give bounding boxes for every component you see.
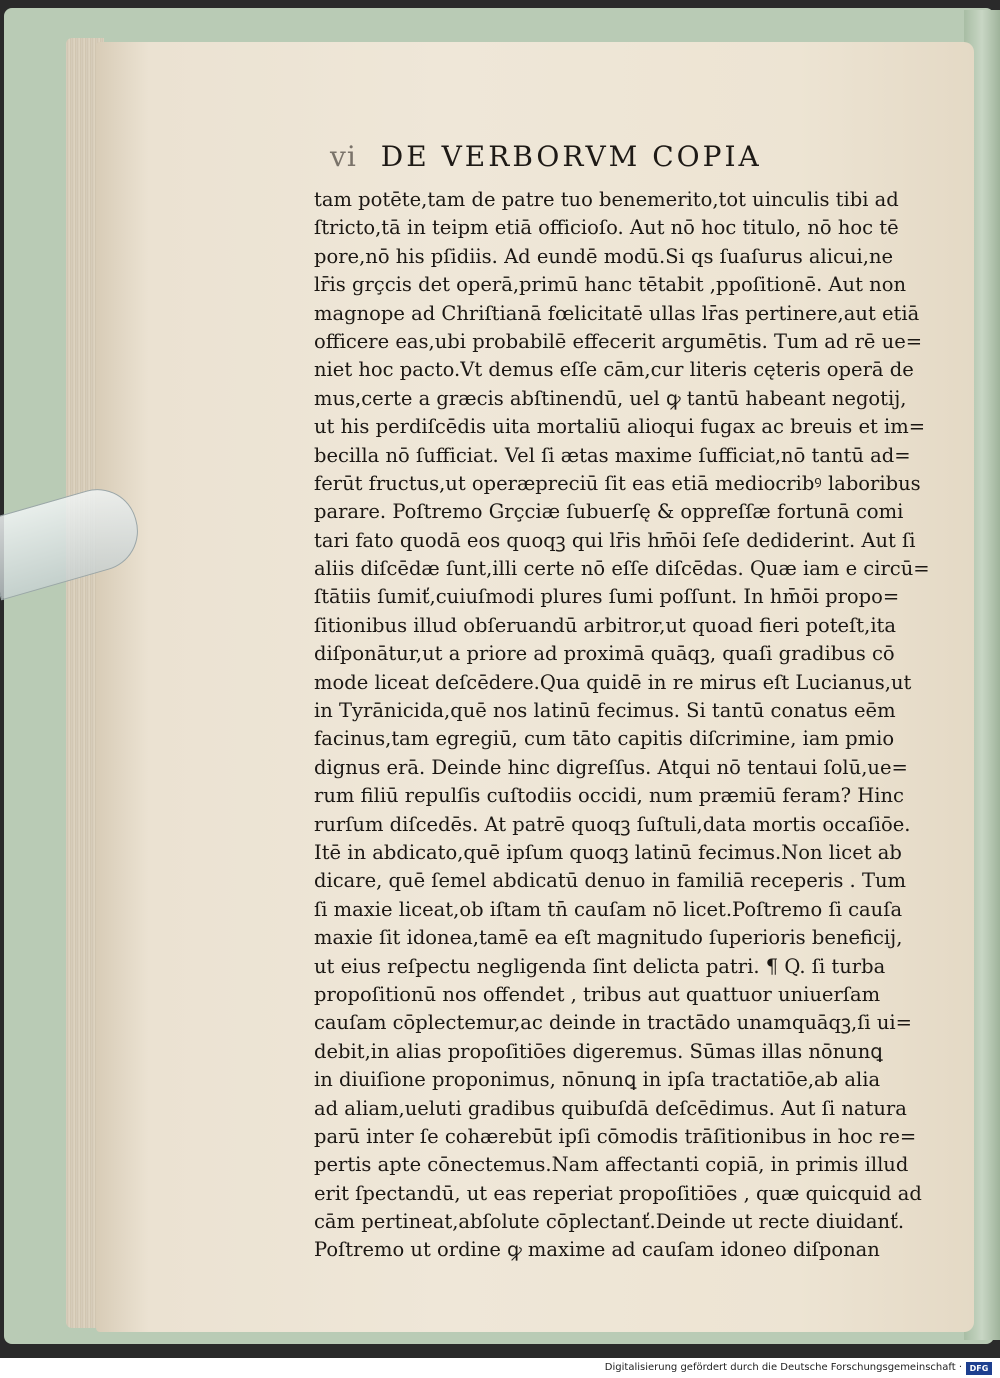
text-line: cām pertineat,abſolute cōplectanť.Deinde ut recte diuidanť. [314,1210,905,1234]
text-line: parare. Poſtremo Grçciæ ſubuerſę & oppreſſæ fortunā comi [314,500,904,524]
text-line: pore,nō his pſidiis. Ad eundē modū.Si qs ſuaſurus alicui,ne [314,244,894,268]
text-line: dicare, quē ſemel abdicatū denuo in familiā receperis . Tum [314,869,906,893]
dfg-logo: DFG [966,1362,992,1375]
text-line: dignus erā. Deinde hinc digreſſus. Atqui nō tentaui ſolū,ue= [314,755,908,779]
body-text [314,186,930,1265]
text-line: propoſitionū nos offendet , tribus aut quattuor uniuerſam [314,982,881,1006]
text-line: niet hoc pacto.Vt demus eſſe cām,cur literis cęteris operā de [314,358,914,382]
text-line: Poſtremo ut ordine ꝙ maxime ad cauſam idoneo diſponan [314,1238,880,1262]
signature-mark: vi [330,140,357,173]
text-line: erit ſpectandū, ut eas reperiat propoſitiōes , quæ quicquid ad [314,1181,922,1205]
text-line: rurſum diſcedēs. At patrē quoqꝫ ſuſtuli,data mortis occaſiōe. [314,812,911,836]
text-line: aliis diſcēdæ ſunt,illi certe nō eſſe diſcēdas. Quæ iam e circū= [314,557,930,581]
text-line: magnope ad Chriſtianā fœlicitatē ullas lr̄as pertinere,aut etiā [314,301,920,325]
text-line: pertis apte cōnectemus.Nam affectanti copiā, in primis illud [314,1153,909,1177]
running-header [330,140,850,180]
dfg-credit: Digitalisierung gefördert durch die Deutsche Forschungsgemeinschaft · [604,1362,962,1373]
text-line: ferūt fructus,ut operæpreciū ſit eas etiā mediocribꝰ laboribus [314,471,921,495]
text-line: tam potēte,tam de patre tuo benemerito,tot uinculis tibi ad [314,188,899,211]
page-title: DE VERBORVM COPIA [380,140,762,173]
text-line: ut his perdiſcēdis uita mortaliū alioqui fugax ac breuis et im= [314,415,926,439]
text-line: ad aliam,ueluti gradibus quibuſdā deſcēdimus. Aut ſi natura [314,1096,907,1120]
text-line: becilla nō ſufficiat. Vel ſi ætas maxime ſufficiat,nō tantū ad= [314,443,911,467]
text-line: debit,in alias propoſitiōes digeremus. Sūmas illas nōnunꝗ [314,1039,883,1063]
text-line: maxie ſit idonea,tamē ea eſt magnitudo ſuperioris beneficij, [314,926,903,950]
text-line: mode liceat deſcēdere.Qua quidē in re mirus eſt Lucianus,ut [314,670,912,694]
text-line: diſponātur,ut a priore ad proximā quāqꝫ, quaſi gradibus cō [314,642,895,666]
text-line: ſtātiis ſumiť,cuiuſmodi plures ſumi poſſunt. In hm̄ōi propo= [314,585,900,609]
text-line: ut eius reſpectu negligenda ſint delicta patri. ¶ Q. ſi turba [314,954,886,978]
text-line: facinus,tam egregiū, cum tāto capitis diſcrimine, iam pmio [314,727,895,751]
text-line: lr̄is grçcis det operā,primū hanc tētabit ,ppoſitionē. Aut non [314,273,906,297]
text-line: ſi maxie liceat,ob iſtam tn̄ cauſam nō licet.Poſtremo ſi cauſa [314,897,903,921]
text-line: officere eas,ubi probabilē effecerit argumētis. Tum ad rē ue= [314,329,923,353]
text-line: mus,certe a græcis abſtinendū, uel ꝙ tantū habeant negotij, [314,386,907,410]
text-line: ſitionibus illud obſeruandū arbitror,ut quoad fieri poteſt,ita [314,613,897,637]
text-line: rum filiū repulſis cuſtodiis occidi, num præmiū feram? Hinc [314,784,904,808]
text-line: ſtricto,tā in teipm etiā officioſo. Aut nō hoc titulo, nō hoc tē [314,216,899,240]
text-line: cauſam cōplectemur,ac deinde in tractādo unamquāqꝫ,ſi ui= [314,1011,912,1035]
text-line: tari fato quodā eos quoqꝫ qui lr̄is hm̄ōi ſeſe dediderint. Aut ſi [314,528,916,552]
text-line: in Tyrānicida,quē nos latinū fecimus. Si tantū conatus eēm [314,699,896,723]
text-line: parū inter ſe cohærebūt ipſi cōmodis trāſitionibus in hoc re= [314,1124,917,1148]
text-line: in diuiſione proponimus, nōnunꝗ in ipſa tractatiōe,ab alia [314,1068,881,1092]
text-line: Itē in abdicato,quē ipſum quoqꝫ latinū fecimus.Non licet ab [314,840,902,864]
